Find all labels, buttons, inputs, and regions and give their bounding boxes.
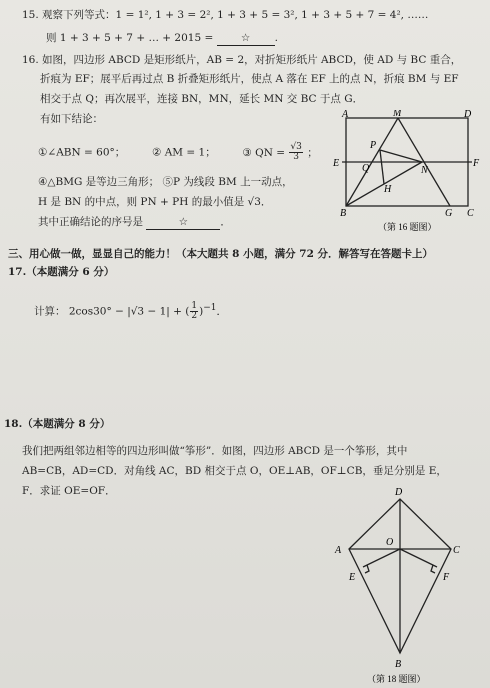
q17-exponent: −1 [203, 303, 217, 313]
label-d: D [395, 487, 403, 498]
q16-c3-numerator: √3 [290, 142, 302, 152]
q17-score: （本题满分 6 分） [26, 266, 115, 278]
section-3-heading [8, 247, 433, 261]
section-3-title: 三、用心做一做，显显自己的能力！ [8, 248, 176, 260]
q16-conclusion-2: ② AM = 1； [151, 146, 216, 159]
segment-ph [380, 150, 384, 184]
q15-line2 [46, 31, 278, 46]
label-c: C [453, 545, 460, 556]
q16-conclusion-3 [242, 142, 318, 162]
q16-answer-prompt: 其中正确结论的序号是 [38, 216, 143, 228]
q16-c3-prefix: ③ QN = [242, 146, 286, 159]
q18-text-3: F．求证 OE=OF． [22, 485, 116, 497]
figure-18-caption: （第 18 题图） [367, 674, 426, 684]
q18-header [4, 417, 110, 431]
label-m: M [393, 110, 402, 119]
q15-number: 15. [22, 9, 39, 21]
q15-answer-blank[interactable]: ☆ [217, 31, 275, 46]
q16-text-1: 如图，四边形 ABCD 是矩形纸片，AB = 2，对折矩形纸片 ABCD，使 AD 与 BC 重合， [42, 54, 462, 66]
q18-text-1: 我们把两组邻边相等的四边形叫做“筝形”．如图，四边形 ABCD 是一个筝形，其中 [22, 445, 408, 457]
q17-header [8, 265, 114, 279]
q16-conclusion-4: ④△BMG 是等边三角形； ⑤P 为线段 BM 上一动点， [38, 176, 293, 188]
q16-text-2: 折痕为 EF；展平后再过点 B 折叠矩形纸片，使点 A 落在 EF 上的点 N，折痕 BM 与 EF [40, 73, 459, 85]
label-e: E [349, 572, 356, 583]
q16-line1 [22, 53, 461, 67]
label-n: N [421, 165, 428, 176]
q16-c3-denominator: 3 [293, 152, 300, 162]
label-q: Q [362, 163, 370, 174]
q16-text-3: 相交于点 Q；再次展平，连接 BN，MN，延长 MN 交 BC 于点 G． [40, 93, 364, 105]
segment-pn [380, 150, 422, 162]
figure-18 [325, 485, 485, 685]
segment-of [400, 549, 437, 567]
q15-line1 [22, 8, 428, 22]
q17-expr-part-b: ) [199, 305, 204, 318]
figure-16-caption: （第 16 题图） [378, 222, 437, 232]
label-b: B [340, 208, 347, 219]
q16-number: 16. [22, 54, 39, 66]
q16-answer-period: ． [220, 216, 231, 228]
q17-number: 17. [8, 266, 27, 278]
section-3-note: （本大题共 8 小题，满分 72 分．解答写在答题卡上） [176, 248, 434, 260]
q17-frac-numerator: 1 [191, 301, 198, 311]
q17-prefix: 计算： [34, 305, 66, 318]
label-g: G [445, 208, 453, 219]
q16-c3-fraction [289, 143, 302, 162]
label-d: D [464, 110, 472, 120]
label-c: C [467, 208, 474, 219]
label-a: A [342, 110, 349, 120]
label-e: E [333, 158, 340, 169]
q17-fraction [190, 302, 198, 321]
q17-expression [34, 301, 227, 321]
q18-text-2: AB=CB，AD=CD．对角线 AC，BD 相交于点 O，OE⊥AB，OF⊥CB，垂足分别是 E， [22, 465, 447, 477]
q16-text-4: 有如下结论： [40, 113, 103, 125]
label-p: P [370, 140, 377, 151]
label-b: B [395, 659, 402, 670]
q16-answer-line [38, 215, 231, 230]
label-f: F [473, 158, 480, 169]
q17-frac-denominator: 2 [191, 311, 198, 321]
q18-number: 18. [4, 418, 23, 430]
q15-prompt: 则 1 + 3 + 5 + 7 + … + 2015 = [46, 32, 214, 44]
q15-period: . [274, 32, 278, 44]
q16-c3-suffix: ； [307, 146, 318, 159]
q17-expr-part-a: 2cos30° − |√3 − 1| + ( [68, 305, 190, 318]
figure-16 [330, 110, 480, 236]
q16-conclusion-1: ①∠ABN = 60°； [38, 146, 126, 159]
q16-conclusion-5: H 是 BN 的中点，则 PN + PH 的最小值是 √3． [38, 196, 272, 208]
q16-conclusions-row1 [38, 143, 318, 162]
q18-score: （本题满分 8 分） [22, 418, 111, 430]
q16-answer-blank[interactable]: ☆ [146, 215, 220, 230]
q17-expr-end: ． [216, 305, 227, 318]
segment-oe [363, 549, 400, 567]
label-f: F [443, 572, 450, 583]
label-a: A [335, 545, 342, 556]
q15-text: 观察下列等式：1 = 1², 1 + 3 = 2², 1 + 3 + 5 = 3², 1 + 3 + 5 + 7 = 4², …… [42, 9, 429, 21]
label-h: H [384, 184, 392, 195]
label-o: O [386, 537, 394, 548]
